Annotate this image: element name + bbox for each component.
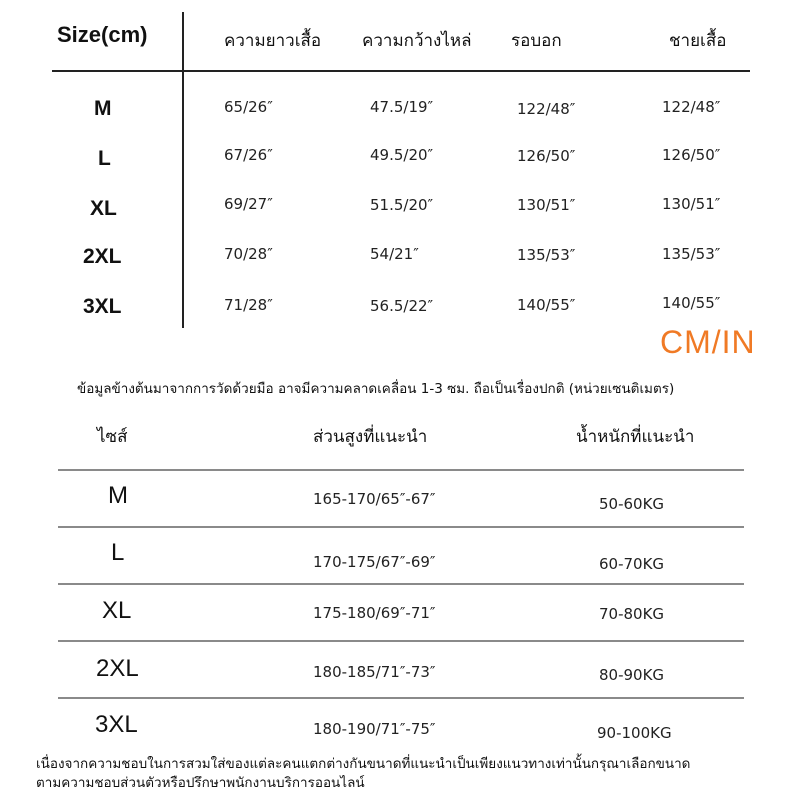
shoulder-cell: 54/21″ (370, 245, 419, 263)
footer-note-line-1: เนื่องจากความชอบในการสวมใส่ของแต่ละคนแตกต่างกันขนาดที่แนะนำเป็นเพียงแนวทางเท่านั้นกรุณาเลือกขนาด (36, 756, 691, 772)
length-cell: 71/28″ (224, 296, 273, 314)
chest-cell: 130/51″ (517, 196, 576, 214)
size-label: 2XL (96, 655, 139, 682)
shoulder-cell: 49.5/20″ (370, 146, 434, 164)
footer-note-line-2: ตามความชอบส่วนตัวหรือปรึกษาพนักงานบริการออนไลน์ (36, 775, 365, 791)
measurement-note: ข้อมูลข้างต้นมาจากการวัดด้วยมือ อาจมีความคลาดเคลื่อน 1-3 ซม. ถือเป็นเรื่องปกติ (หน่วยเซนติเมตร) (77, 381, 675, 397)
size-label: 3XL (83, 295, 122, 318)
chest-cell: 126/50″ (517, 147, 576, 165)
length-cell: 65/26″ (224, 98, 273, 116)
hem-cell: 140/55″ (662, 294, 721, 312)
chest-cell: 135/53″ (517, 246, 576, 264)
weight-cell: 50-60KG (599, 495, 665, 513)
row-divider (58, 640, 744, 642)
length-column-header: ความยาวเสื้อ (224, 31, 322, 51)
unit-badge: CM/IN (660, 324, 756, 360)
size-label: XL (90, 197, 117, 220)
shoulder-column-header: ความกว้างไหล่ (362, 31, 472, 51)
size-label: 2XL (83, 245, 122, 268)
weight-cell: 90-100KG (597, 724, 672, 742)
table-vertical-divider (182, 12, 184, 328)
size-label: M (94, 97, 112, 120)
hem-cell: 126/50″ (662, 146, 721, 164)
size-label: L (98, 147, 111, 170)
hem-cell: 122/48″ (662, 98, 721, 116)
chest-cell: 122/48″ (517, 100, 576, 118)
hem-cell: 135/53″ (662, 245, 721, 263)
shoulder-cell: 47.5/19″ (370, 98, 434, 116)
height-cell: 165-170/65″-67″ (313, 490, 436, 508)
shoulder-cell: 56.5/22″ (370, 297, 434, 315)
height-cell: 180-185/71″-73″ (313, 663, 436, 681)
height-cell: 180-190/71″-75″ (313, 720, 436, 738)
height-cell: 175-180/69″-71″ (313, 604, 436, 622)
length-cell: 70/28″ (224, 245, 273, 263)
row-divider (58, 697, 744, 699)
chest-column-header: รอบอก (511, 31, 562, 51)
size-column-header: Size(cm) (57, 22, 148, 47)
row-divider (58, 583, 744, 585)
weight-column-header: น้ำหนักที่แนะนำ (576, 427, 695, 447)
size-column-header: ไซส์ (97, 427, 128, 447)
size-label: M (108, 482, 128, 509)
chest-cell: 140/55″ (517, 296, 576, 314)
weight-cell: 70-80KG (599, 605, 665, 623)
hem-cell: 130/51″ (662, 195, 721, 213)
size-label: 3XL (95, 711, 138, 738)
height-cell: 170-175/67″-69″ (313, 553, 436, 571)
weight-cell: 60-70KG (599, 555, 665, 573)
hem-column-header: ชายเสื้อ (669, 31, 727, 51)
weight-cell: 80-90KG (599, 666, 665, 684)
shoulder-cell: 51.5/20″ (370, 196, 434, 214)
row-divider (58, 469, 744, 471)
length-cell: 67/26″ (224, 146, 273, 164)
size-label: XL (102, 597, 132, 624)
size-label: L (111, 539, 125, 566)
row-divider (58, 526, 744, 528)
table-header-divider (52, 70, 750, 72)
height-column-header: ส่วนสูงที่แนะนำ (313, 427, 428, 447)
length-cell: 69/27″ (224, 195, 273, 213)
